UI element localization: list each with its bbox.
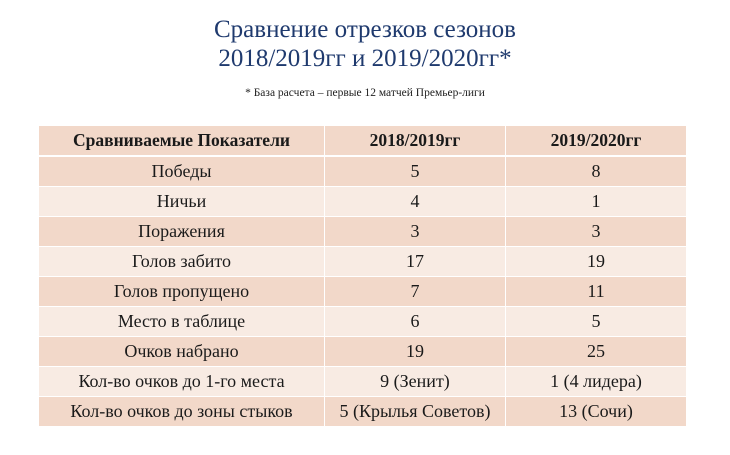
value-2019-2020: 5 [506,307,687,337]
table-row [39,337,687,367]
value-2019-2020: 25 [506,337,687,367]
value-2019-2020: 11 [506,277,687,307]
table-row [39,277,687,307]
value-2019-2020: 19 [506,247,687,277]
value-2018-2019: 5 [325,156,506,187]
value-2018-2019: 4 [325,187,506,217]
page-title [0,15,730,73]
indicator-cell: Кол-во очков до 1-го места [39,367,325,397]
table-header-row [39,126,687,157]
indicator-cell: Голов пропущено [39,277,325,307]
header-season-2018-2019: 2018/2019гг [325,126,506,157]
indicator-cell: Голов забито [39,247,325,277]
indicator-cell: Очков набрано [39,337,325,367]
header-season-2019-2020: 2019/2020гг [506,126,687,157]
value-2019-2020: 3 [506,217,687,247]
table-row [39,307,687,337]
value-2018-2019: 17 [325,247,506,277]
table-row [39,187,687,217]
value-2019-2020: 1 [506,187,687,217]
table-row [39,247,687,277]
value-2019-2020: 8 [506,156,687,187]
title-line-2: 2018/2019гг и 2019/2020гг* [218,45,512,72]
value-2019-2020: 13 (Сочи) [506,397,687,427]
value-2019-2020: 1 (4 лидера) [506,367,687,397]
value-2018-2019: 9 (Зенит) [325,367,506,397]
indicator-cell: Кол-во очков до зоны стыков [39,397,325,427]
value-2018-2019: 5 (Крылья Советов) [325,397,506,427]
indicator-cell: Ничьи [39,187,325,217]
value-2018-2019: 19 [325,337,506,367]
table-row [39,217,687,247]
indicator-cell: Победы [39,156,325,187]
table-row [39,156,687,187]
page-subtitle: * База расчета – первые 12 матчей Премьер-лиги [245,87,485,99]
table-row [39,367,687,397]
value-2018-2019: 6 [325,307,506,337]
title-line-1: Сравнение отрезков сезонов [214,16,516,43]
indicator-cell: Поражения [39,217,325,247]
value-2018-2019: 7 [325,277,506,307]
value-2018-2019: 3 [325,217,506,247]
comparison-table [38,125,687,427]
header-indicator: Сравниваемые Показатели [39,126,325,157]
indicator-cell: Место в таблице [39,307,325,337]
table-row [39,397,687,427]
